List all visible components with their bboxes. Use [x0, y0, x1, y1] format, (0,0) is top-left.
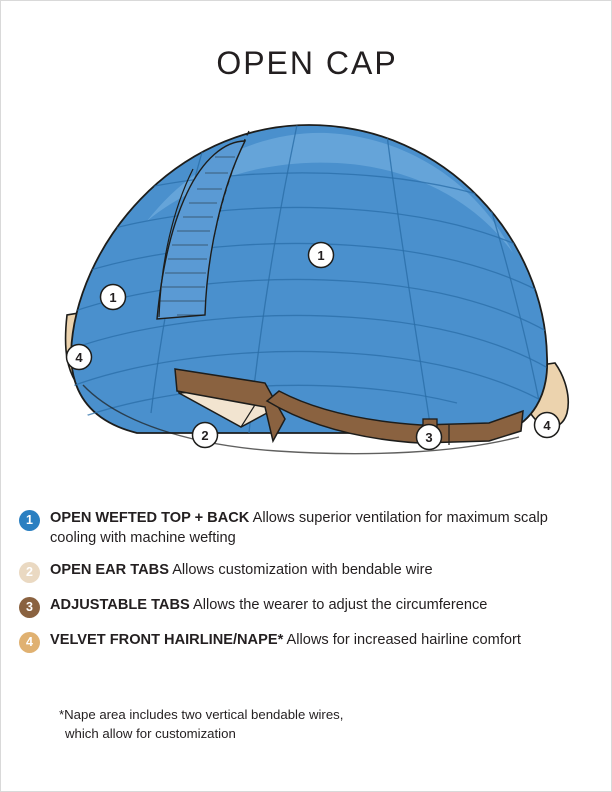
callout-3-label: 3 — [425, 430, 433, 445]
callout-1-side — [101, 285, 126, 310]
legend-description-4: Allows for increased hairline comfort — [286, 632, 521, 649]
legend-text-2 — [50, 561, 433, 581]
legend-term-1: OPEN WEFTED TOP + BACK — [50, 510, 250, 526]
legend-item-4 — [19, 631, 599, 653]
footnote-line-2: which allow for customization — [65, 725, 236, 741]
legend-text-3 — [50, 596, 487, 616]
legend-term-2: OPEN EAR TABS — [50, 562, 169, 579]
legend-term-3: ADJUSTABLE TABS — [50, 597, 190, 614]
legend-description-1: Allows superior ventilation for maximum scalp cooling with machine wefting — [50, 510, 548, 546]
footnote-line-1: *Nape area includes two vertical bendable wires, — [59, 707, 344, 722]
callout-2-label: 2 — [201, 428, 209, 443]
callout-1-crown — [309, 243, 334, 268]
callout-3-adjustable-tab — [417, 425, 442, 450]
legend-badge-4: 4 — [19, 632, 40, 653]
callout-4-nape-label: 4 — [543, 418, 551, 433]
legend-item-1 — [19, 509, 599, 548]
callout-1-side-label: 1 — [109, 290, 117, 305]
legend — [19, 509, 599, 666]
legend-badge-3: 3 — [19, 597, 40, 618]
callout-4-front-label: 4 — [75, 350, 83, 365]
legend-description-2: Allows customization with bendable wire — [172, 562, 433, 579]
legend-item-2 — [19, 561, 599, 583]
legend-description-3: Allows the wearer to adjust the circumference — [192, 597, 488, 614]
legend-text-1 — [50, 509, 595, 548]
footnote — [59, 706, 343, 743]
legend-term-4: VELVET FRONT HAIRLINE/NAPE* — [50, 632, 284, 649]
callout-4-front-hairline — [67, 345, 92, 370]
callout-4-nape — [535, 413, 560, 438]
page-title: OPEN CAP — [216, 45, 398, 81]
legend-badge-1: 1 — [19, 510, 40, 531]
cap-diagram — [27, 101, 587, 491]
legend-badge-2: 2 — [19, 562, 40, 583]
legend-text-4 — [50, 631, 521, 651]
callout-2-ear-tab — [193, 423, 218, 448]
callout-1-crown-label: 1 — [317, 248, 325, 263]
legend-item-3 — [19, 596, 599, 618]
